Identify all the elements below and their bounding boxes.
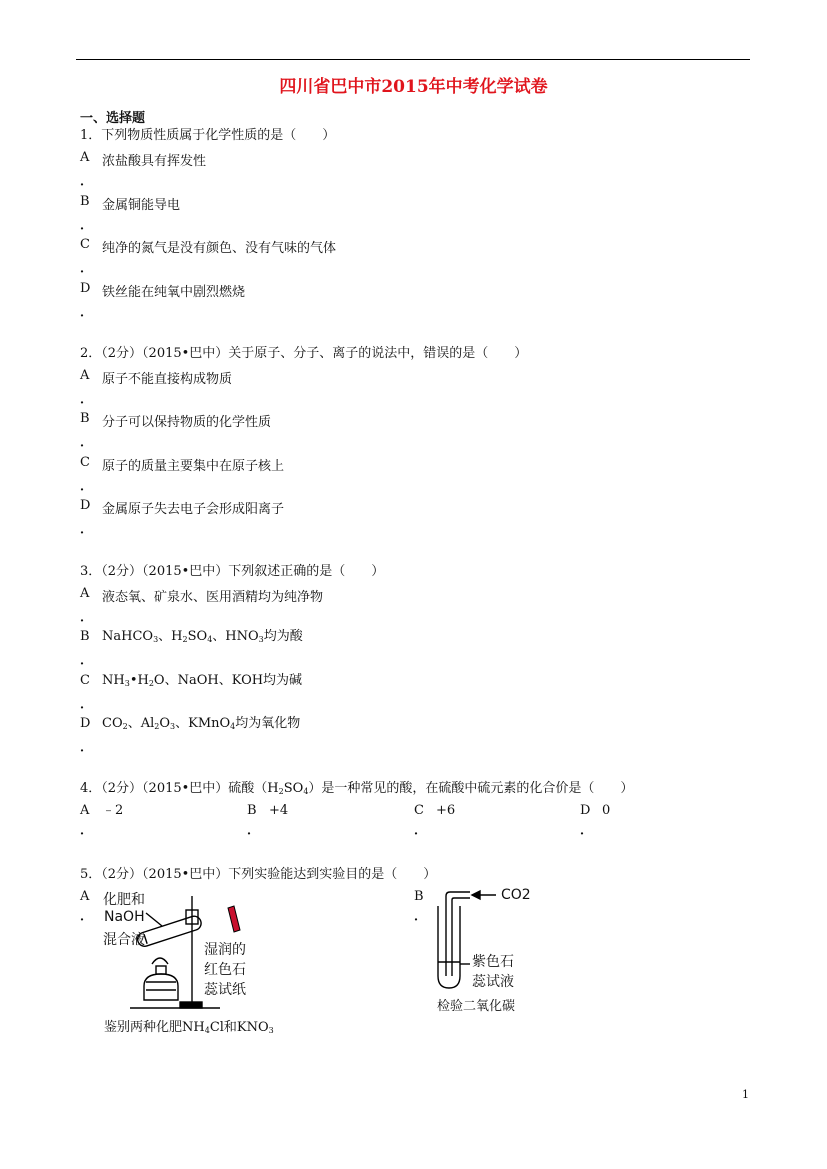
option-text: 0 xyxy=(602,803,611,818)
option-text: $NH_3•H_2O$、NaOH、KOH均为碱 xyxy=(102,673,303,688)
test-tube xyxy=(136,914,203,948)
header-rule xyxy=(76,59,750,60)
stand-base xyxy=(180,1002,202,1008)
option-text: NaHCO$_3$、$H_2SO_4$、$HNO_3$均为酸 xyxy=(102,629,303,644)
fig-label-purple-litmus: 紫色石 xyxy=(472,954,514,970)
option-label: A xyxy=(80,150,90,165)
fig-label-red-litmus: 红色石 xyxy=(204,962,246,978)
option-text: 铁丝能在纯氧中剧烈燃烧 xyxy=(102,285,246,300)
option-dot: ． xyxy=(80,392,94,407)
option-text: 金属铜能导电 xyxy=(102,198,181,213)
option-dot: ． xyxy=(80,435,94,450)
fig-label-mixture: 混合液 xyxy=(103,932,145,948)
option-label: A xyxy=(80,889,90,904)
question-5-stem: 5．（2分）（2015•巴中）下列实验能达到实验目的是（ ） xyxy=(80,867,437,882)
fig-label-wet: 湿润的 xyxy=(204,942,246,958)
litmus-paper xyxy=(228,906,240,932)
lamp-wick xyxy=(156,966,166,974)
option-text: 分子可以保持物质的化学性质 xyxy=(102,415,272,430)
option-dot: ． xyxy=(80,261,94,276)
option-text: 液态氧、矿泉水、医用酒精均为纯净物 xyxy=(102,590,324,605)
option-label: C xyxy=(80,673,90,688)
test-tube xyxy=(438,906,460,988)
option-text: ﹣2 xyxy=(102,803,124,818)
option-label: D xyxy=(80,498,91,513)
option-dot: ． xyxy=(80,653,94,668)
option-label: B xyxy=(247,803,257,818)
question-3-stem: 3．（2分）（2015•巴中）下列叙述正确的是（ ） xyxy=(80,564,385,579)
fig-label-solution: 蕊试液 xyxy=(472,974,514,990)
fig-label-co2: CO2 xyxy=(501,887,531,903)
option-dot: ． xyxy=(247,823,261,838)
option-label: C xyxy=(80,237,90,252)
option-text: 金属原子失去电子会形成阳离子 xyxy=(102,502,285,517)
option-dot: ． xyxy=(80,218,94,233)
option-text: 纯净的氮气是没有颜色、没有气味的气体 xyxy=(102,241,337,256)
question-4-stem: 4．（2分）（2015•巴中）硫酸$(H_2SO_4)$是一种常见的酸，在硫酸中硫元素的化合价是（ ） xyxy=(80,781,634,796)
option-dot: ． xyxy=(580,823,594,838)
figure-a-caption: 鉴别两种化肥$NH_4Cl$和$KNO_3$ xyxy=(104,1020,274,1035)
question-1-stem: 1．下列物质性质属于化学性质的是（ ） xyxy=(80,128,336,143)
option-label: D xyxy=(580,803,591,818)
option-dot: ． xyxy=(80,823,94,838)
option-dot: ． xyxy=(80,610,94,625)
option-label: B xyxy=(80,411,90,426)
option-label: C xyxy=(80,455,90,470)
option-label: B xyxy=(80,194,90,209)
question-2-stem: 2．（2分）（2015•巴中）关于原子、分子、离子的说法中，错误的是（ ） xyxy=(80,346,528,361)
option-text: +4 xyxy=(269,803,289,818)
option-text: $CO_2$、$Al_2O_3$、KMnO$_4$均为氧化物 xyxy=(102,716,301,731)
fig-label-paper: 蕊试纸 xyxy=(204,982,246,998)
flame xyxy=(152,958,168,964)
page-title: 四川省巴中市2015年中考化学试卷 xyxy=(279,77,548,97)
option-label: D xyxy=(80,716,91,731)
option-dot: ． xyxy=(80,305,94,320)
option-text: 原子不能直接构成物质 xyxy=(102,372,233,387)
option-dot: ． xyxy=(80,522,94,537)
option-dot: ． xyxy=(80,697,94,712)
option-label: D xyxy=(80,281,91,296)
arrow-head xyxy=(472,891,480,899)
option-label: A xyxy=(80,368,90,383)
option-dot: ． xyxy=(414,823,428,838)
option-label: B xyxy=(80,629,90,644)
alcohol-lamp xyxy=(144,974,178,1000)
fig-label-fertilizer: 化肥和 xyxy=(103,892,145,908)
option-text: +6 xyxy=(436,803,456,818)
option-dot: ． xyxy=(80,740,94,755)
option-label: A xyxy=(80,586,90,601)
option-dot: ． xyxy=(414,909,428,924)
option-dot: ． xyxy=(80,479,94,494)
option-dot: ． xyxy=(80,909,94,924)
figure-b-caption: 检验二氧化碳 xyxy=(437,999,516,1014)
option-dot: ． xyxy=(80,174,94,189)
option-text: 浓盐酸具有挥发性 xyxy=(102,154,207,169)
option-label: C xyxy=(414,803,424,818)
option-label: A xyxy=(80,803,90,818)
page-number: 1 xyxy=(742,1088,749,1101)
section-heading: 一、选择题 xyxy=(80,111,146,126)
option-label: B xyxy=(414,889,424,904)
option-text: 原子的质量主要集中在原子核上 xyxy=(102,459,285,474)
fig-label-naoh: NaOH xyxy=(104,909,145,925)
